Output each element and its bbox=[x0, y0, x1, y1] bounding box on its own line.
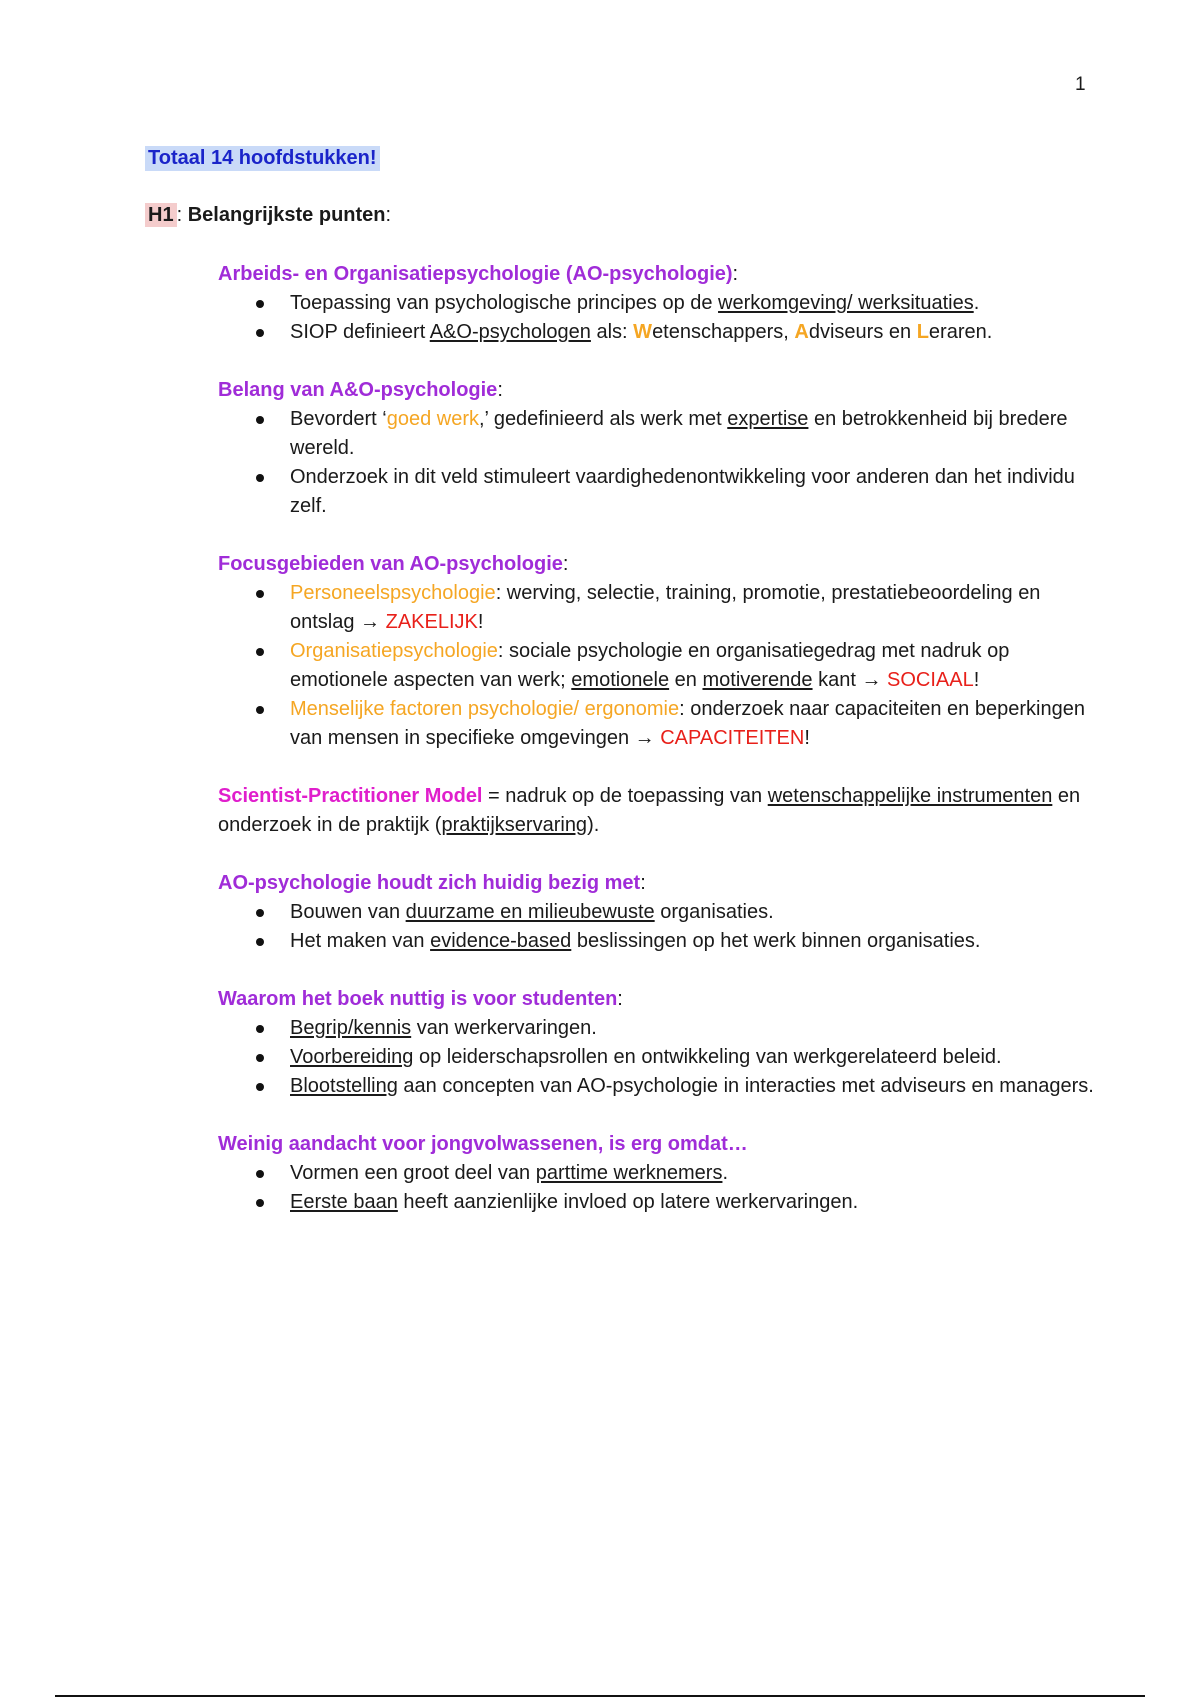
total-chapters-highlight: Totaal 14 hoofdstukken! bbox=[145, 146, 380, 171]
text: ,’ gedefinieerd als werk met bbox=[479, 408, 728, 430]
underlined-text: emotionele bbox=[571, 669, 670, 691]
underlined-text: parttime werknemers bbox=[535, 1162, 723, 1184]
text: Bouwen van bbox=[290, 901, 406, 923]
text: ! bbox=[804, 727, 810, 749]
underlined-text: evidence-based bbox=[430, 930, 572, 952]
section-importance bbox=[218, 376, 1098, 521]
emphasis-text: ZAKELIJK bbox=[385, 611, 478, 633]
bullet-list bbox=[218, 1159, 1098, 1217]
list-item bbox=[218, 1043, 1098, 1072]
text: : werving, selectie, training, promotie, prestatiebeoordeling en ontslag → bbox=[290, 582, 1041, 633]
list-item bbox=[218, 695, 1098, 753]
list-item bbox=[218, 1188, 1098, 1217]
section-heading bbox=[218, 985, 1098, 1014]
underlined-text: Begrip/kennis bbox=[290, 1017, 412, 1039]
text: Het maken van bbox=[290, 930, 431, 952]
text: : sociale psychologie en organisatiegedrag met nadruk op emotionele aspecten van werk; bbox=[290, 640, 1010, 691]
underlined-text: praktijkservaring bbox=[441, 814, 588, 836]
section-colon: : bbox=[562, 553, 569, 575]
section-ao-definition bbox=[218, 260, 1098, 347]
underlined-text: Voorbereiding bbox=[290, 1046, 414, 1068]
underlined-text: wetenschappelijke instrumenten bbox=[767, 785, 1053, 807]
footer-rule bbox=[55, 1695, 1145, 1697]
text: en betrokkenheid bij bredere wereld. bbox=[290, 408, 1068, 459]
text: Vormen een groot deel van bbox=[290, 1162, 536, 1184]
list-item bbox=[218, 1072, 1098, 1101]
highlight-letter: W bbox=[633, 321, 653, 343]
section-book-usefulness bbox=[218, 985, 1098, 1101]
text: ! bbox=[477, 611, 484, 633]
list-item: Onderzoek in dit veld stimuleert vaardighedenontwikkeling voor anderen dan het individu zelf. bbox=[218, 463, 1098, 521]
list-item bbox=[218, 898, 1098, 927]
underlined-text: duurzame en milieubewuste bbox=[405, 901, 655, 923]
underlined-text: expertise bbox=[727, 408, 809, 430]
text: als: bbox=[590, 321, 634, 343]
section-title: Scientist-Practitioner Model bbox=[218, 785, 483, 807]
text: Bevordert ‘ bbox=[290, 408, 387, 430]
section-focus-areas bbox=[218, 550, 1098, 753]
emphasis-text: SOCIAAL bbox=[887, 669, 974, 691]
highlight-letter: A bbox=[794, 321, 809, 343]
notes-content bbox=[218, 260, 1098, 1246]
section-title: Belang van A&O-psychologie bbox=[218, 379, 498, 401]
text: heeft aanzienlijke invloed op latere werkervaringen. bbox=[397, 1191, 859, 1213]
bullet-list bbox=[218, 405, 1098, 521]
text: SIOP definieert bbox=[290, 321, 430, 343]
text: . bbox=[722, 1162, 729, 1184]
section-title: Waarom het boek nuttig is voor studenten bbox=[218, 988, 618, 1010]
text: ! bbox=[973, 669, 980, 691]
text: op leiderschapsrollen en ontwikkeling van werkgerelateerd beleid. bbox=[413, 1046, 1002, 1068]
section-heading bbox=[218, 376, 1098, 405]
bullet-list bbox=[218, 289, 1098, 347]
chapter-sep: : bbox=[176, 204, 188, 226]
bullet-list bbox=[218, 898, 1098, 956]
list-item bbox=[218, 637, 1098, 695]
highlight-letter: L bbox=[916, 321, 929, 343]
text: . bbox=[973, 292, 980, 314]
section-current-focus bbox=[218, 869, 1098, 956]
text: aan concepten van AO-psychologie in interacties met adviseurs en managers. bbox=[397, 1075, 1094, 1097]
list-item bbox=[218, 1014, 1098, 1043]
chapter-title: Belangrijkste punten bbox=[187, 204, 386, 226]
section-colon: : bbox=[640, 872, 646, 894]
section-colon: : bbox=[617, 988, 623, 1010]
section-title: Arbeids- en Organisatiepsychologie (AO-psychologie) bbox=[218, 263, 733, 285]
text: = nadruk op de toepassing van bbox=[482, 785, 768, 807]
emphasis-text: CAPACITEITEN bbox=[660, 727, 805, 749]
section-young-adults bbox=[218, 1130, 1098, 1217]
section-heading bbox=[218, 869, 1098, 898]
text: : onderzoek naar capaciteiten en beperkingen van mensen in specifieke omgevingen → bbox=[290, 698, 1085, 749]
text: ). bbox=[587, 814, 600, 836]
text: etenschappers, bbox=[652, 321, 795, 343]
list-item bbox=[218, 289, 1098, 318]
page-number: 1 bbox=[1075, 74, 1086, 95]
section-title: AO-psychologie houdt zich huidig bezig met bbox=[218, 872, 641, 894]
underlined-text: motiverende bbox=[702, 669, 813, 691]
chapter-heading bbox=[145, 204, 391, 227]
section-title: Focusgebieden van AO-psychologie bbox=[218, 553, 563, 575]
text: eraren. bbox=[928, 321, 993, 343]
chapter-colon: : bbox=[385, 204, 392, 226]
highlight-text: goed werk bbox=[386, 408, 479, 430]
section-scientist-practitioner bbox=[218, 782, 1098, 840]
section-heading bbox=[218, 260, 1098, 289]
text: dviseurs en bbox=[808, 321, 917, 343]
highlight-text: Personeelspsychologie bbox=[290, 582, 496, 604]
section-heading bbox=[218, 1130, 1098, 1159]
text: en onderzoek in de praktijk ( bbox=[218, 785, 1081, 836]
text: Toepassing van psychologische principes op de bbox=[290, 292, 719, 314]
list-item bbox=[218, 927, 1098, 956]
bullet-list bbox=[218, 579, 1098, 753]
section-colon: : bbox=[497, 379, 503, 401]
list-item bbox=[218, 1159, 1098, 1188]
underlined-text: Eerste baan bbox=[290, 1191, 398, 1213]
text: kant → bbox=[812, 669, 888, 691]
bullet-list bbox=[218, 1014, 1098, 1101]
text: van werkervaringen. bbox=[411, 1017, 597, 1039]
text: beslissingen op het werk binnen organisaties. bbox=[571, 930, 981, 952]
section-title: Weinig aandacht voor jongvolwassenen, is erg omdat… bbox=[218, 1133, 748, 1155]
underlined-text: werkomgeving/ werksituaties bbox=[718, 292, 974, 314]
list-item bbox=[218, 405, 1098, 463]
section-colon: : bbox=[732, 263, 739, 285]
section-heading bbox=[218, 550, 1098, 579]
list-item bbox=[218, 318, 1098, 347]
chapter-tag: H1 bbox=[145, 203, 177, 227]
text: organisaties. bbox=[654, 901, 774, 923]
list-item bbox=[218, 579, 1098, 637]
underlined-text: A&O-psychologen bbox=[429, 321, 591, 343]
highlight-text: Organisatiepsychologie bbox=[290, 640, 498, 662]
highlight-text: Menselijke factoren psychologie/ ergonomie bbox=[290, 698, 680, 720]
underlined-text: Blootstelling bbox=[290, 1075, 398, 1097]
text: en bbox=[669, 669, 703, 691]
